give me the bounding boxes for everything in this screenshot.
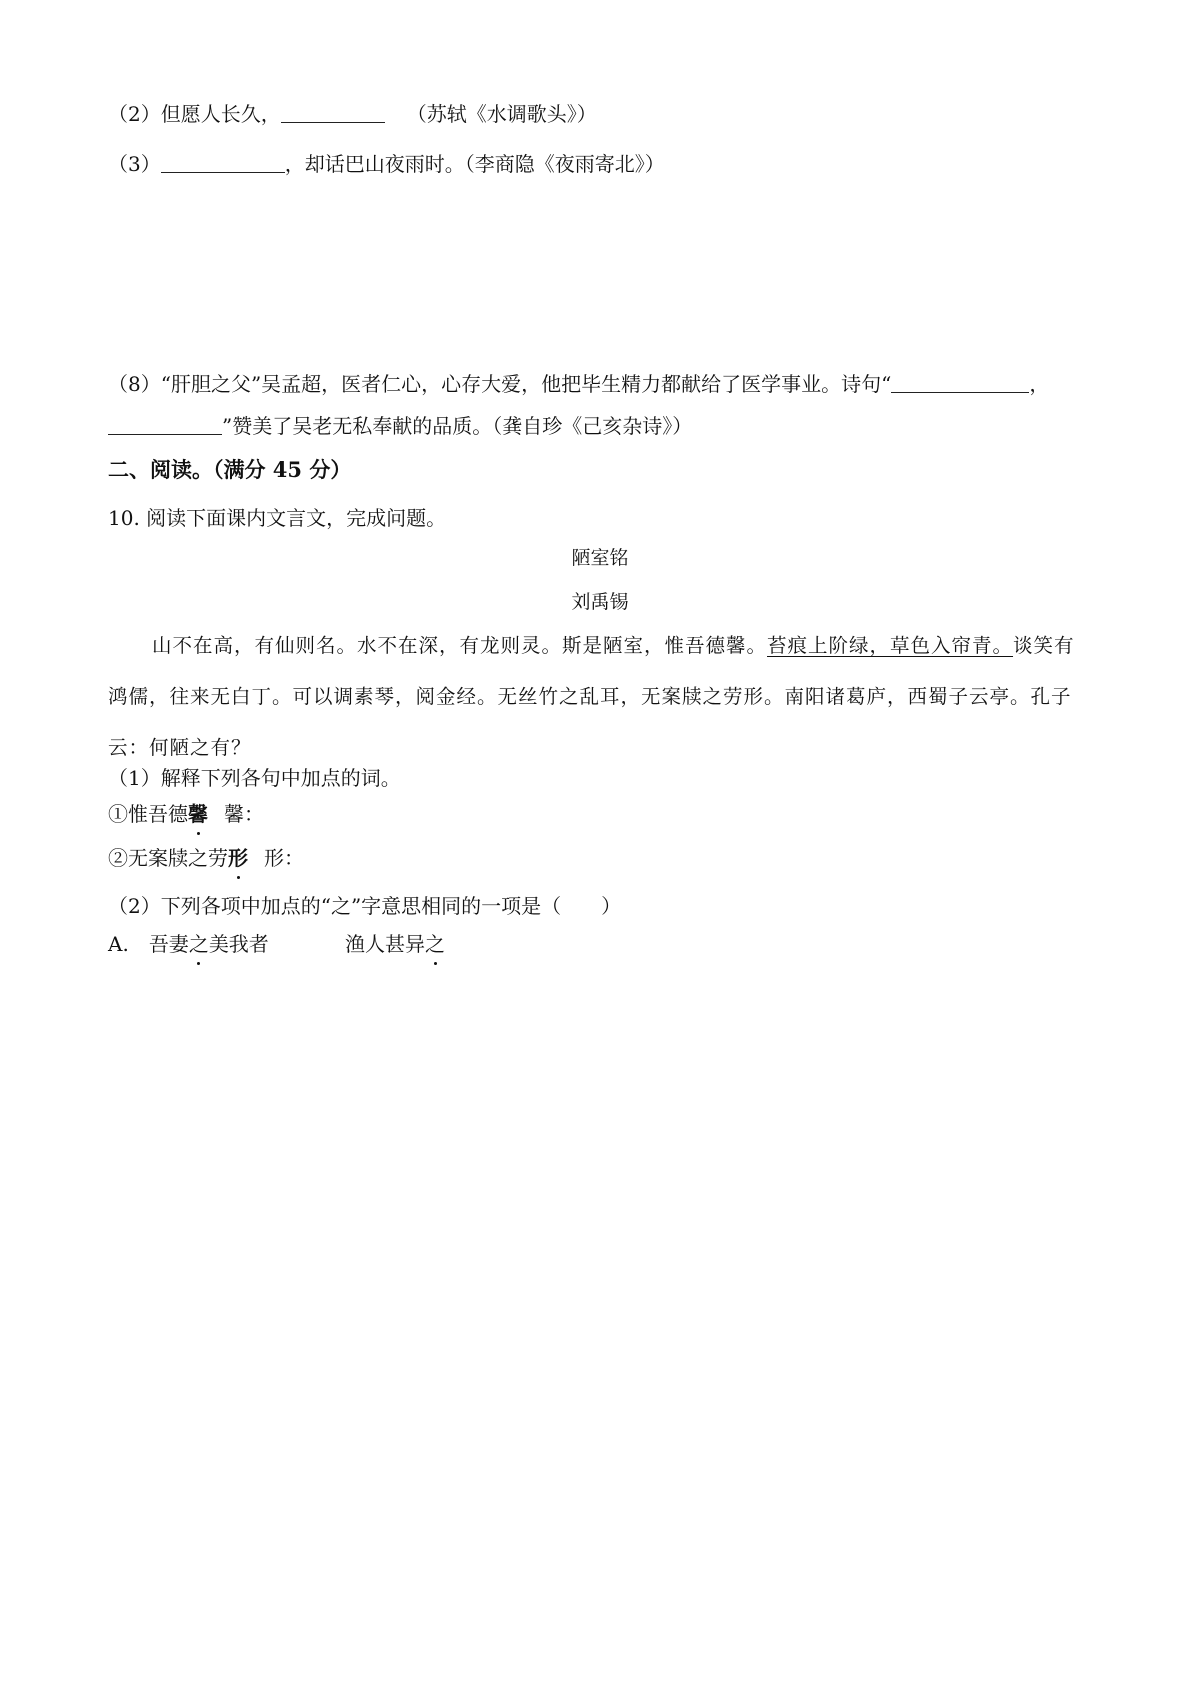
answer-blank[interactable] — [161, 150, 285, 173]
passage-author: 刘禹锡 — [571, 591, 629, 613]
answer-label: 形： — [264, 846, 304, 870]
item-text: ①惟吾德 — [108, 802, 188, 826]
item-number: （3） — [108, 152, 161, 176]
option-text: 美我者 — [208, 932, 269, 956]
option-letter: A. — [108, 932, 129, 956]
answer-label: 馨： — [224, 802, 264, 826]
dotted-word: 形 — [228, 846, 248, 870]
sub-question-1: （1）解释下列各句中加点的词。 — [108, 766, 401, 790]
question-10-intro: 10. 阅读下面课内文言文，完成问题。 — [108, 506, 447, 530]
sub-question-1a — [108, 800, 264, 828]
sub-question-2: （2）下列各项中加点的“之”字意思相同的一项是（ ） — [108, 894, 622, 918]
answer-blank[interactable] — [281, 100, 385, 123]
fill-in-item-3 — [108, 150, 665, 178]
answer-blank[interactable] — [108, 412, 222, 435]
item-number: （8） — [108, 372, 161, 396]
item-text: ②无案牍之劳 — [108, 846, 228, 870]
fill-in-item-8-line1 — [108, 370, 1049, 398]
option-a — [108, 930, 269, 958]
item-source: （李商隐《夜雨寄北》） — [464, 152, 665, 176]
passage-part: 谈笑有鸿儒，往来无白丁。可以调素琴，阅金经。无丝竹之乱耳，无案牍之劳形。南阳诸葛庐，西蜀子云亭。孔子云：何陋之有？ — [108, 634, 1075, 759]
item-source: （苏轼《水调歌头》） — [406, 102, 597, 126]
sub-question-1b — [108, 844, 304, 872]
dotted-word: 之 — [425, 932, 445, 956]
item-text: “肝胆之父”吴孟超，医者仁心，心存大爱，他把毕生精力都献给了医学事业。诗句“ — [160, 372, 892, 396]
dotted-word: 之 — [188, 932, 209, 956]
passage-part: 山不在高，有仙则名。水不在深，有龙则灵。斯是陋室，惟吾德馨。 — [152, 634, 768, 657]
item-text: ，却话巴山夜雨时。 — [284, 152, 465, 176]
passage-title: 陋室铭 — [571, 547, 629, 569]
underlined-sentence: 苔痕上阶绿，草色入帘青。 — [767, 634, 1014, 657]
passage-text — [108, 620, 1088, 773]
item-text: ”赞美了吴老无私奉献的品质。（龚自珍《己亥杂诗》） — [222, 414, 693, 438]
item-separator: ， — [1029, 372, 1050, 396]
item-number: （2） — [108, 102, 161, 126]
dotted-word: 馨 — [188, 802, 208, 826]
answer-blank[interactable] — [891, 370, 1029, 393]
option-a-right — [345, 930, 445, 958]
fill-in-item-8-line2 — [108, 412, 692, 440]
option-text: 渔人甚异 — [345, 932, 425, 956]
item-text: 但愿人长久， — [160, 102, 281, 126]
fill-in-item-2 — [108, 100, 597, 128]
option-text: 吾妻 — [148, 932, 189, 956]
section-heading: 二、阅读。（满分 45 分） — [108, 457, 352, 482]
